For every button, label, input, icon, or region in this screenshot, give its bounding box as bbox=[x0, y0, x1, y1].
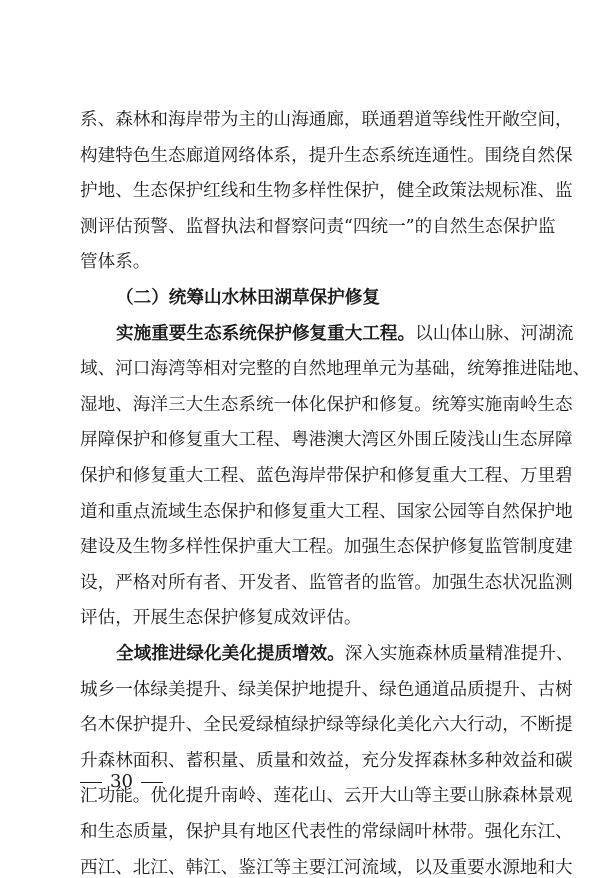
paragraph-line: 道和重点流域生态保护和修复重大工程、国家公园等自然保护地 bbox=[80, 501, 573, 522]
paragraph-line: 湿地、海洋三大生态系统一体化保护和修复。统筹实施南岭生态 bbox=[80, 394, 573, 415]
page-number: 30 bbox=[110, 771, 133, 792]
section-heading: （二）统筹山水林田湖草保护修复 bbox=[116, 287, 380, 308]
paragraph-line: 城乡一体绿美提升、绿美保护地提升、绿色通道品质提升、古树 bbox=[80, 679, 573, 700]
paragraph-line: 屏障保护和修复重大工程、粤港澳大湾区外围丘陵浅山生态屏障 bbox=[80, 430, 573, 451]
paragraph-first-line bbox=[116, 643, 574, 664]
paragraph-line: 西江、北江、韩江、鉴江等主要江河流域，以及重要水源地和大 bbox=[80, 857, 573, 878]
paragraph-line: 评估，开展生态保护修复成效评估。 bbox=[80, 608, 362, 629]
paragraph-line: 域、河口海湾等相对完整的自然地理单元为基础，统筹推进陆地、 bbox=[80, 359, 591, 380]
paragraph-line: 设，严格对所有者、开发者、监管者的监管。加强生态状况监测 bbox=[80, 572, 573, 593]
paragraph-line: 名木保护提升、全民爱绿植绿护绿等绿化美化六大行动，不断提 bbox=[80, 715, 573, 736]
paragraph-line: 测评估预警、监督执法和督察问责“四统一”的自然生态保护监 bbox=[80, 216, 556, 237]
paragraph-line: 建设及生物多样性保护重大工程。加强生态保护修复监管制度建 bbox=[80, 537, 573, 558]
footer-dash-right bbox=[141, 782, 163, 783]
paragraph-lead-bold: 全域推进绿化美化提质增效。 bbox=[116, 643, 345, 664]
paragraph-first-line bbox=[116, 322, 574, 344]
paragraph-line: 构建特色生态廊道网络体系，提升生态系统连通性。围绕自然保 bbox=[80, 145, 573, 166]
page-footer bbox=[80, 772, 163, 792]
paragraph-lead-rest: 深入实施森林质量精准提升、 bbox=[344, 644, 574, 664]
paragraph-lead-rest: 以山体山脉、河湖流 bbox=[415, 323, 574, 344]
paragraph-line: 护地、生态保护红线和生物多样性保护，健全政策法规标准、监 bbox=[80, 181, 573, 202]
paragraph-line: 升森林面积、蓄积量、质量和效益，充分发挥森林多种效益和碳 bbox=[80, 750, 573, 771]
paragraph-lead-bold: 实施重要生态系统保护修复重大工程。 bbox=[116, 322, 416, 344]
paragraph-line: 和生态质量，保护具有地区代表性的常绿阔叶林带。强化东江、 bbox=[80, 822, 573, 842]
footer-dash-left bbox=[80, 782, 102, 783]
paragraph-line: 保护和修复重大工程、蓝色海岸带保护和修复重大工程、万里碧 bbox=[80, 466, 573, 486]
paragraph-line: 系、森林和海岸带为主的山海通廊，联通碧道等线性开敞空间， bbox=[80, 110, 573, 130]
paragraph-line: 管体系。 bbox=[80, 252, 151, 273]
paragraph-line: 汇功能。优化提升南岭、莲花山、云开大山等主要山脉森林景观 bbox=[80, 786, 573, 807]
